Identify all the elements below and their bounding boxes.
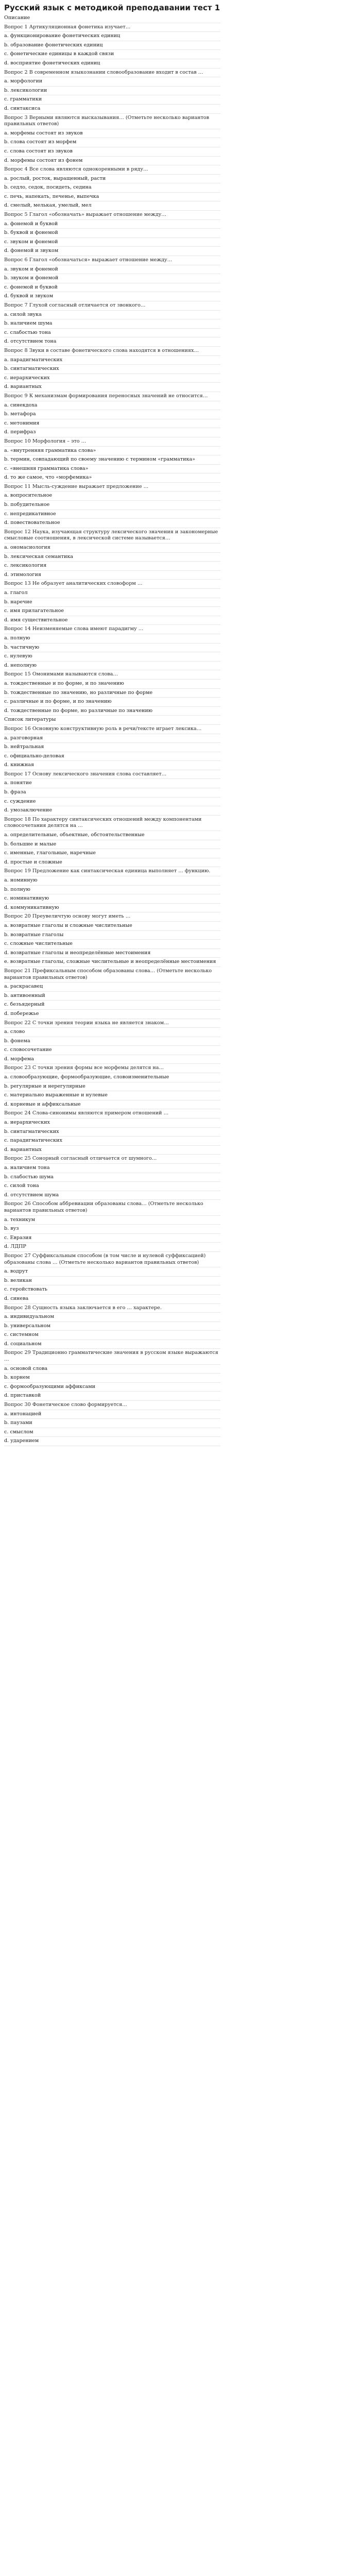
question-line: Вопрос 24 Слова-синонимы являются примером отношений … [4,1109,220,1118]
answer-line: a. раскрасавец [4,982,220,992]
answer-line: c. слова состоят из звуков [4,147,220,157]
answer-line: b. термин, совпадающий по своему значению с термином «грамматика» [4,455,220,465]
question-line: Вопрос 28 Сущность языка заключается в его … характере. [4,1304,220,1313]
question-line: Вопрос 23 С точки зрения формы все морфемы делятся на… [4,1064,220,1073]
answer-line: d. коммуникативную [4,904,220,913]
answer-line: a. вопросительное [4,492,220,501]
answer-line: d. тождественные по форме, но различные по значению [4,707,220,716]
answer-line: d. побережье [4,1010,220,1019]
answer-line: a. ономасиология [4,544,220,553]
answer-line: d. морфема [4,1055,220,1064]
answer-line: a. понятие [4,779,220,788]
question-line: Вопрос 29 Традиционно грамматические значения в русском языке выражаются … [4,1349,220,1364]
answer-line: c. «внешняя грамматика слова» [4,465,220,474]
question-line: Вопрос 17 Основу лексического значения слова составляет… [4,770,220,779]
answer-line: c. метонимия [4,419,220,429]
answer-line: c. имя прилагательное [4,607,220,616]
answer-line: a. определительные, объектные, обстоятельственные [4,831,220,840]
answer-line: b. антивоенный [4,992,220,1001]
answer-line: a. «внутренняя грамматика слова» [4,447,220,456]
answer-line: b. тождественные по значению, но различные по форме [4,689,220,698]
answer-line: b. регулярные и нерегулярные [4,1082,220,1092]
question-line: Вопрос 16 Основную конструктивную роль в речи/тексте играет лексика… [4,725,220,734]
answer-line: c. лексикология [4,562,220,571]
answer-line: c. силой тона [4,1182,220,1191]
answer-line: b. синтагматических [4,1128,220,1137]
answer-line: c. системном [4,1331,220,1340]
answer-line: c. слабостью тона [4,329,220,338]
answer-line: a. наличием тона [4,1164,220,1173]
answer-line: d. синтаксиса [4,105,220,114]
answer-line: b. вуз [4,1225,220,1234]
answer-line: c. словосочетание [4,1046,220,1055]
question-line: Вопрос 6 Глагол «обозначаться» выражает отношение между… [4,256,220,265]
answer-line: b. буквой и фонемой [4,229,220,238]
answer-line: d. умозаключение [4,806,220,816]
answer-line: d. вариантных [4,383,220,392]
answer-line: a. силой звука [4,311,220,320]
answer-line: b. возвратные глаголы [4,931,220,940]
question-line: Вопрос 25 Сонорный согласный отличается от шумного… [4,1155,220,1164]
answer-line: c. официально-деловая [4,752,220,761]
question-line: Вопрос 27 Суффиксальным способом (в том числе и нулевой суффиксацией) образованы слова … (Отметьте несколько вариантов правильных ответов) [4,1252,220,1267]
answer-line: b. наречие [4,598,220,607]
answer-line: d. отсутствием шума [4,1191,220,1200]
answer-line: b. частичную [4,643,220,653]
answer-line: d. то же самое, что «морфемика» [4,473,220,483]
answer-line: b. лексическая семантика [4,553,220,562]
answer-line: a. звуком и фонемой [4,265,220,275]
answer-line: a. номинную [4,876,220,886]
document-body [4,14,357,1446]
question-line: Вопрос 14 Неизменяемые слова имеют парадигму … [4,625,220,634]
answer-line: c. фонетические единицы в каждой связи [4,50,220,59]
answer-line: b. слова состоят из морфем [4,138,220,147]
answer-line: b. великан [4,1277,220,1286]
answer-line: c. грамматики [4,95,220,105]
answer-line: d. отсутствием тона [4,337,220,347]
answer-line: d. книжная [4,761,220,770]
answer-line: c. суждение [4,798,220,807]
question-line: Вопрос 10 Морфология – это … [4,437,220,447]
answer-line: a. интонацией [4,1410,220,1419]
question-line: Вопрос 1 Артикуляционная фонетика изучает… [4,23,220,32]
answer-line: b. слабостью шума [4,1173,220,1182]
answer-line: d. этимология [4,571,220,580]
question-line: Вопрос 9 К механизмам формирования переносных значений не относится… [4,392,220,401]
answer-line: a. словообразующие, формообразующие, словоизменительные [4,1073,220,1082]
question-line: Вопрос 3 Верными являются высказывания… (Отметьте несколько вариантов правильных ответов) [4,114,220,129]
answer-line: b. седло, седок, посидеть, седина [4,183,220,193]
document-title: Русский язык с методикой преподавании тест 1 [4,3,220,12]
answer-line: a. основой слова [4,1365,220,1374]
answer-line: d. восприятие фонетических единиц [4,59,220,69]
question-line: Вопрос 26 Способом аббревиации образованы слова… (Отметьте несколько вариантов правильных ответов) [4,1200,220,1215]
question-line: Вопрос 5 Глагол «обозначать» выражает отношение между… [4,211,220,220]
answer-line: a. техникум [4,1216,220,1225]
answer-line: d. ЛДПР [4,1243,220,1252]
answer-line: c. именные, глагольные, наречные [4,849,220,858]
answer-line: b. фонема [4,1037,220,1046]
answer-line: c. сложные числительные [4,940,220,949]
question-line: Вопрос 19 Предложение как синтаксическая единица выполняет … функцию. [4,867,220,876]
answer-line: a. рослый, росток, выращенный, расти [4,175,220,184]
answer-line: b. полную [4,886,220,895]
answer-line: c. номинативную [4,894,220,904]
section-label: Описание [4,14,220,23]
answer-line: d. повествовательное [4,519,220,528]
answer-line: b. фраза [4,788,220,798]
answer-line: d. фонемой и звуком [4,247,220,256]
answer-line: b. нейтральная [4,743,220,752]
answer-line: a. морфемы состоят из звуков [4,129,220,139]
answer-line: c. Евразия [4,1234,220,1243]
question-line: Вопрос 30 Фонетическое слово формируется… [4,1401,220,1410]
answer-line: c. различные и по форме, и по значению [4,698,220,707]
answer-line: a. глагол [4,589,220,598]
answer-line: d. имя существительное [4,616,220,625]
answer-line: a. тождественные и по форме, и по значению [4,680,220,689]
answer-line: Список литературы [4,716,220,725]
question-line: Вопрос 7 Глухой согласный отличается от звонкого… [4,301,220,311]
question-line: Вопрос 4 Все слова являются однокоренными в ряду… [4,165,220,175]
answer-line: d. возвратные глаголы и неопределённые местоимения [4,949,220,958]
question-line: Вопрос 20 Преувеличтую основу могут иметь … [4,912,220,922]
question-line: Вопрос 12 Наука, изучающая структуру лексического значения и закономерные смысловые соотношения, в лексической системе называется… [4,528,220,544]
question-line: Вопрос 13 Не образует аналитических словоформ … [4,580,220,589]
answer-line: a. парадигматических [4,356,220,365]
answer-line: b. наличием шума [4,319,220,329]
answer-line: d. смелый, мелькая, умелый, мел [4,201,220,211]
answer-line: d. вариантных [4,1146,220,1155]
answer-line: e. возвратные глаголы, сложные числительные и неопределённые местоимения [4,958,220,967]
answer-line: b. паузами [4,1419,220,1428]
answer-line: c. непредикативное [4,510,220,519]
answer-line: b. универсальном [4,1322,220,1331]
question-line: Вопрос 21 Префиксальным способом образованы слова… (Отметьте несколько вариантов правильных ответов) [4,967,220,982]
answer-line: b. метафора [4,410,220,419]
question-line: Вопрос 18 По характеру синтаксических отношений между компонентами словосочетания делятся на … [4,816,220,831]
answer-line: a. функционирование фонетических единиц [4,32,220,41]
question-line: Вопрос 11 Мысль-суждение выражает предложение … [4,483,220,492]
answer-line: d. социальном [4,1340,220,1349]
answer-line: c. парадигматических [4,1137,220,1146]
answer-line: c. безъядерный [4,1001,220,1010]
answer-line: a. водрут [4,1267,220,1277]
answer-line: c. печь, напекать, печенье, выпечка [4,193,220,202]
question-line: Вопрос 8 Звуки в составе фонетического слова находятся в отношениях… [4,347,220,356]
answer-line: a. индивидуальном [4,1313,220,1322]
answer-line: a. разговорная [4,734,220,743]
question-line: Вопрос 15 Омонимами называются слова… [4,670,220,680]
answer-line: c. формообразующими аффиксами [4,1383,220,1392]
answer-line: a. синекдоха [4,401,220,411]
answer-line: d. простые и сложные [4,858,220,868]
answer-line: b. большие и малые [4,840,220,850]
question-line: Вопрос 2 В современном языкознании словообразование входит в состав … [4,69,220,78]
answer-line: b. побудительное [4,501,220,510]
answer-line: c. звуком и фонемой [4,238,220,247]
answer-line: c. фонемой и буквой [4,283,220,293]
answer-line: c. смыслом [4,1428,220,1437]
answer-line: a. возвратные глаголы и сложные числительные [4,922,220,931]
answer-line: d. синева [4,1295,220,1304]
answer-line: b. синтагматических [4,365,220,374]
answer-line: d. неполную [4,662,220,671]
answer-line: c. нулевую [4,652,220,662]
answer-line: a. морфологии [4,77,220,87]
answer-line: d. морфемы состоят из фонем [4,157,220,166]
answer-line: a. полную [4,634,220,643]
answer-line: d. корневые и аффиксальные [4,1100,220,1110]
answer-line: d. буквой и звуком [4,292,220,301]
answer-line: a. иерархических [4,1118,220,1128]
answer-line: b. корнем [4,1374,220,1383]
answer-line: b. образование фонетических единиц [4,41,220,50]
answer-line: d. перифраз [4,428,220,437]
question-line: Вопрос 22 С точки зрения теории языка не является знаком… [4,1019,220,1028]
answer-line: b. звуком и фонемой [4,274,220,283]
answer-line: d. приставкой [4,1392,220,1401]
answer-line: d. ударением [4,1437,220,1446]
answer-line: b. лексикологии [4,87,220,96]
answer-line: c. иерархических [4,374,220,383]
answer-line: c. геройствовать [4,1285,220,1295]
answer-line: a. фонемой и буквой [4,220,220,229]
answer-line: c. материально выраженные и нулевые [4,1091,220,1100]
answer-line: a. слово [4,1028,220,1037]
